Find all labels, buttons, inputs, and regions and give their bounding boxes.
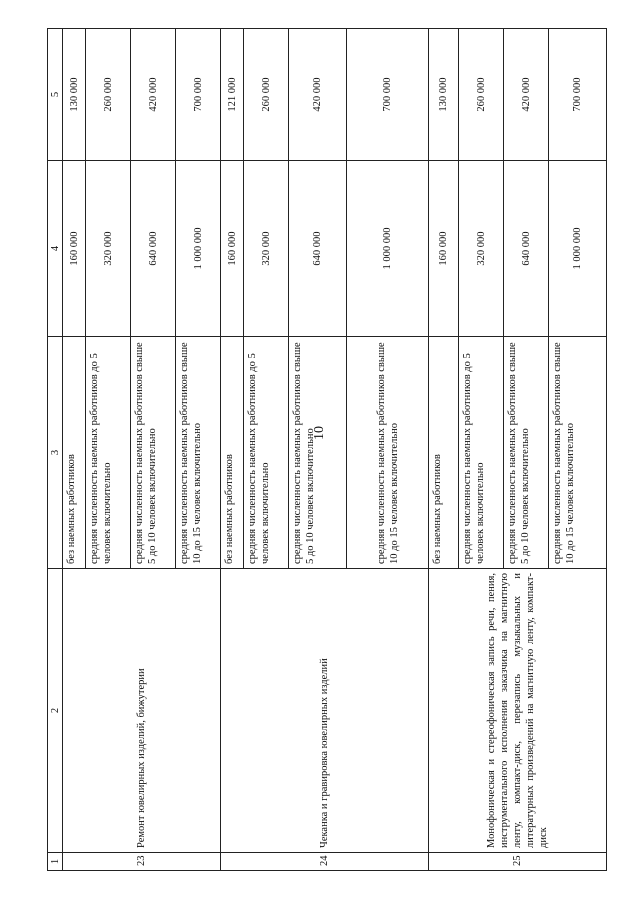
service-name: Ремонт ювелирных изделий, бижутерии [63,569,221,853]
value-col4: 160 000 [429,161,459,337]
value-col5: 700 000 [176,29,221,161]
condition-cell: средняя численность наемных работников до 5 человек включительно [459,337,504,569]
header-col-1: 1 [48,853,63,871]
row-number: 23 [63,853,221,871]
value-col5: 121 000 [221,29,244,161]
table-row [63,29,86,871]
value-col4: 160 000 [221,161,244,337]
service-name: Монофоническая и стереофоническая запись речи, пения, инструментального исполнения заказчика на магнитную ленту, компакт-диск, перезапись музыкальных и литературных произведений на магнитную ленту, компакт-диск [429,569,607,853]
condition-cell: средняя численность наемных работников до 5 человек включительно [86,337,131,569]
value-col4: 160 000 [63,161,86,337]
value-col4: 1 000 000 [176,161,221,337]
value-col5: 260 000 [459,29,504,161]
condition-cell: средняя численность наемных работников свыше 10 до 15 человек включительно [176,337,221,569]
rates-table [47,28,607,871]
condition-cell: средняя численность наемных работников свыше 5 до 10 человек включительно [131,337,176,569]
value-col4: 1 000 000 [347,161,429,337]
header-col-2: 2 [48,569,63,853]
condition-cell: средняя численность наемных работников свыше 5 до 10 человек включительно [504,337,549,569]
value-col5: 420 000 [131,29,176,161]
condition-cell: средняя численность наемных работников свыше 5 до 10 человек включительно [289,337,347,569]
header-col-5: 5 [48,29,63,161]
value-col4: 640 000 [289,161,347,337]
condition-cell: средняя численность наемных работников до 5 человек включительно [244,337,289,569]
condition-cell: без наемных работников [221,337,244,569]
value-col5: 420 000 [504,29,549,161]
condition-cell: средняя численность наемных работников свыше 10 до 15 человек включительно [549,337,607,569]
value-col5: 700 000 [347,29,429,161]
value-col5: 260 000 [244,29,289,161]
row-number: 25 [429,853,607,871]
value-col5: 130 000 [429,29,459,161]
value-col4: 320 000 [86,161,131,337]
table-row [429,29,459,871]
page-number: 10 [312,426,327,440]
header-col-3: 3 [48,337,63,569]
rates-table-rotated [47,29,607,871]
value-col4: 1 000 000 [549,161,607,337]
value-col4: 320 000 [459,161,504,337]
value-col4: 320 000 [244,161,289,337]
value-col4: 640 000 [504,161,549,337]
value-col5: 260 000 [86,29,131,161]
header-row [48,29,63,871]
condition-cell: средняя численность наемных работников свыше 10 до 15 человек включительно [347,337,429,569]
header-col-4: 4 [48,161,63,337]
row-number: 24 [221,853,429,871]
service-name: Чеканка и гравировка ювелирных изделий [221,569,429,853]
condition-cell: без наемных работников [429,337,459,569]
value-col5: 130 000 [63,29,86,161]
value-col4: 640 000 [131,161,176,337]
value-col5: 420 000 [289,29,347,161]
value-col5: 700 000 [549,29,607,161]
condition-cell: без наемных работников [63,337,86,569]
table-row [221,29,244,871]
